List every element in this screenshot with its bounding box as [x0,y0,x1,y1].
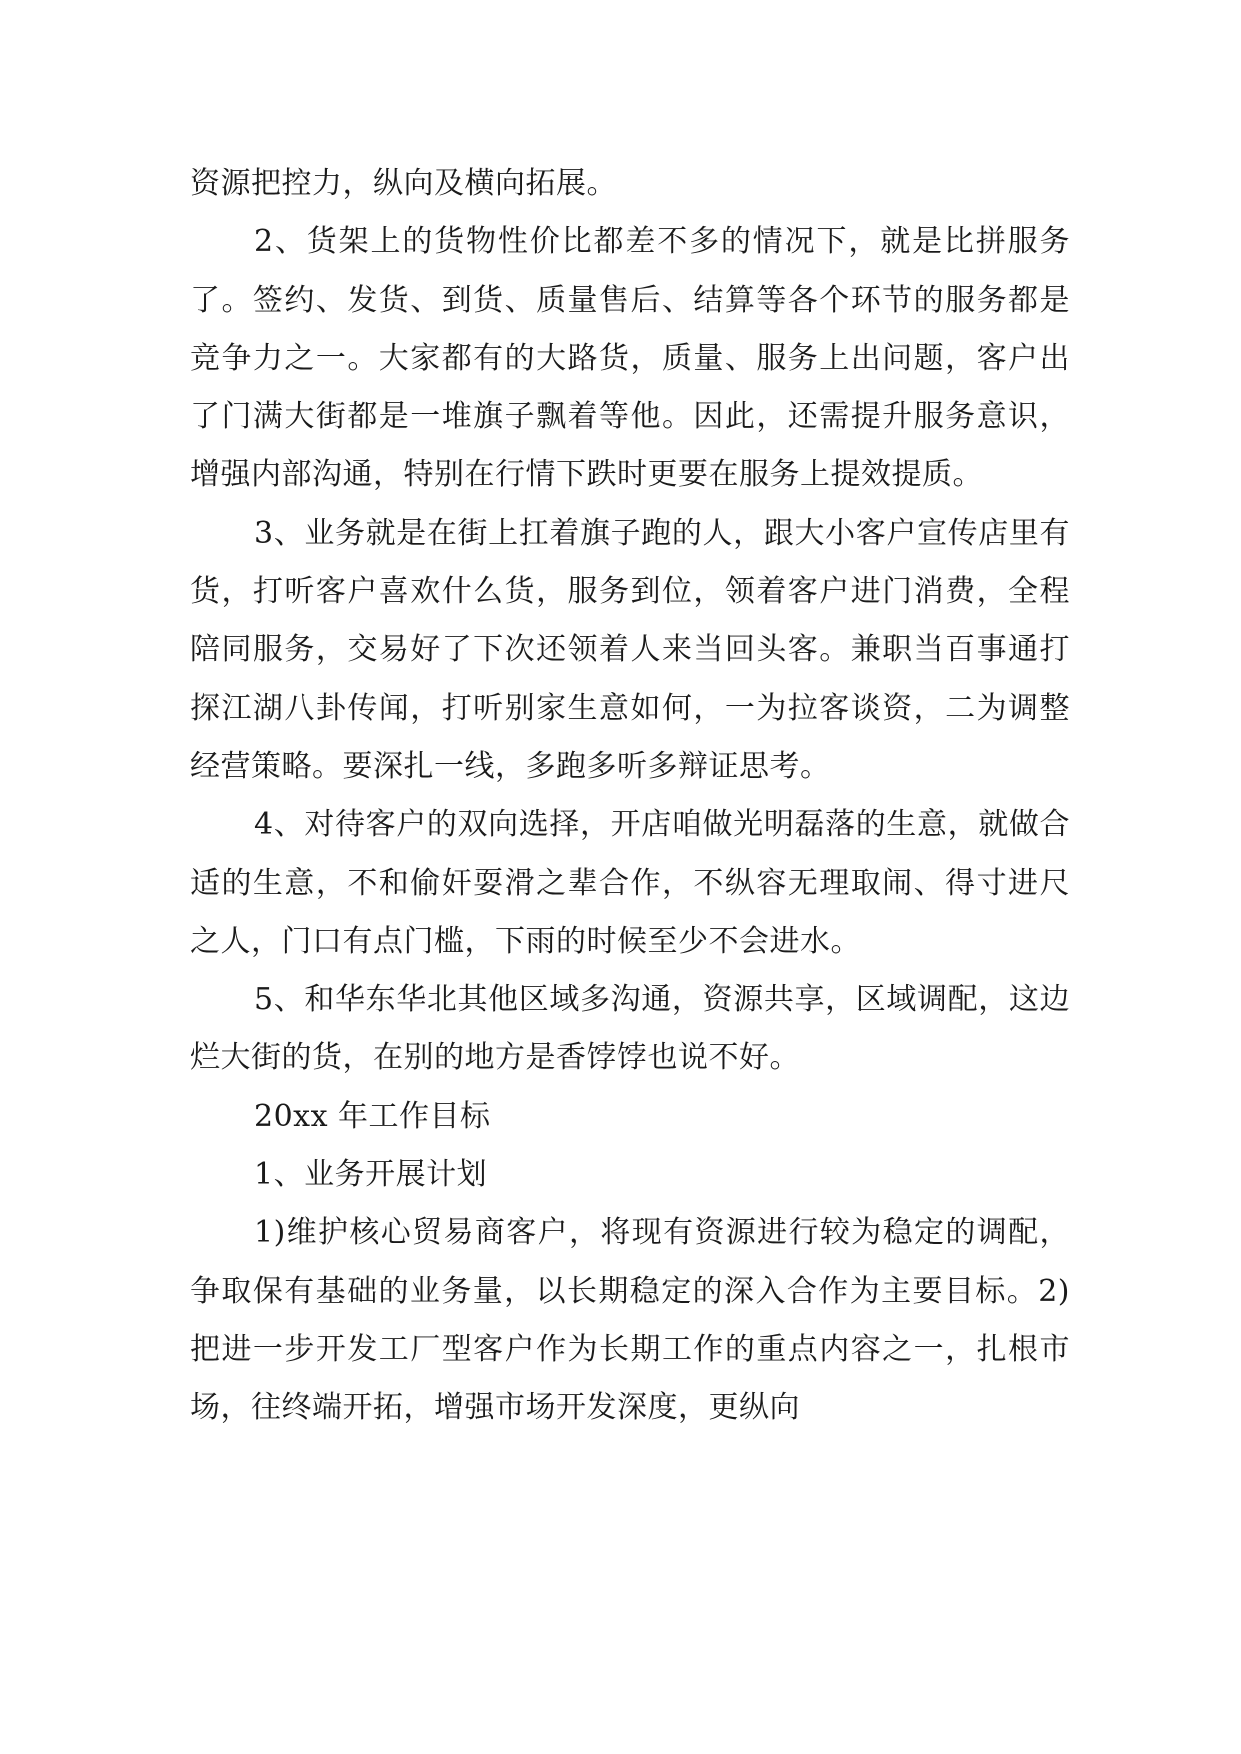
paragraph-service-competition: 2、货架上的货物性价比都差不多的情况下，就是比拼服务了。签约、发货、到货、质量售后、结算等各个环节的服务都是竞争力之一。大家都有的大路货，质量、服务上出问题，客户出了门满大街都是一堆旗子飘着等他。因此，还需提升服务意识，增强内部沟通，特别在行情下跌时更要在服务上提效提质。 [190,224,1070,493]
paragraph-customer-selection: 4、对待客户的双向选择，开店咱做光明磊落的生意，就做合适的生意，不和偷奸耍滑之辈合作，不纵容无理取闹、得寸进尺之人，门口有点门槛，下雨的时候至少不会进水。 [190,807,1070,959]
paragraph-regional-communication: 5、和华东华北其他区域多沟通，资源共享，区域调配，这边烂大街的货，在别的地方是香饽饽也说不好。 [190,982,1070,1076]
paragraph-sales-role: 3、业务就是在街上扛着旗子跑的人，跟大小客户宣传店里有货，打听客户喜欢什么货，服务到位，领着客户进门消费，全程陪同服务，交易好了下次还领着人来当回头客。兼职当百事通打探江湖八卦传闻，打听别家生意如何，一为拉客谈资，二为调整经营策略。要深扎一线，多跑多听多辩证思考。 [190,515,1070,784]
document-body [190,155,1070,1438]
paragraph-plan-details: 1)维护核心贸易商客户，将现有资源进行较为稳定的调配，争取保有基础的业务量，以长期稳定的深入合作为主要目标。2)把进一步开发工厂型客户作为长期工作的重点内容之一，扎根市场，往终端开拓，增强市场开发深度，更纵向 [190,1215,1070,1426]
paragraph-continuation: 资源把控力，纵向及横向拓展。 [190,166,617,201]
section-heading-work-goals: 20xx 年工作目标 [254,1098,491,1134]
subheading-business-plan: 1、业务开展计划 [254,1157,488,1193]
